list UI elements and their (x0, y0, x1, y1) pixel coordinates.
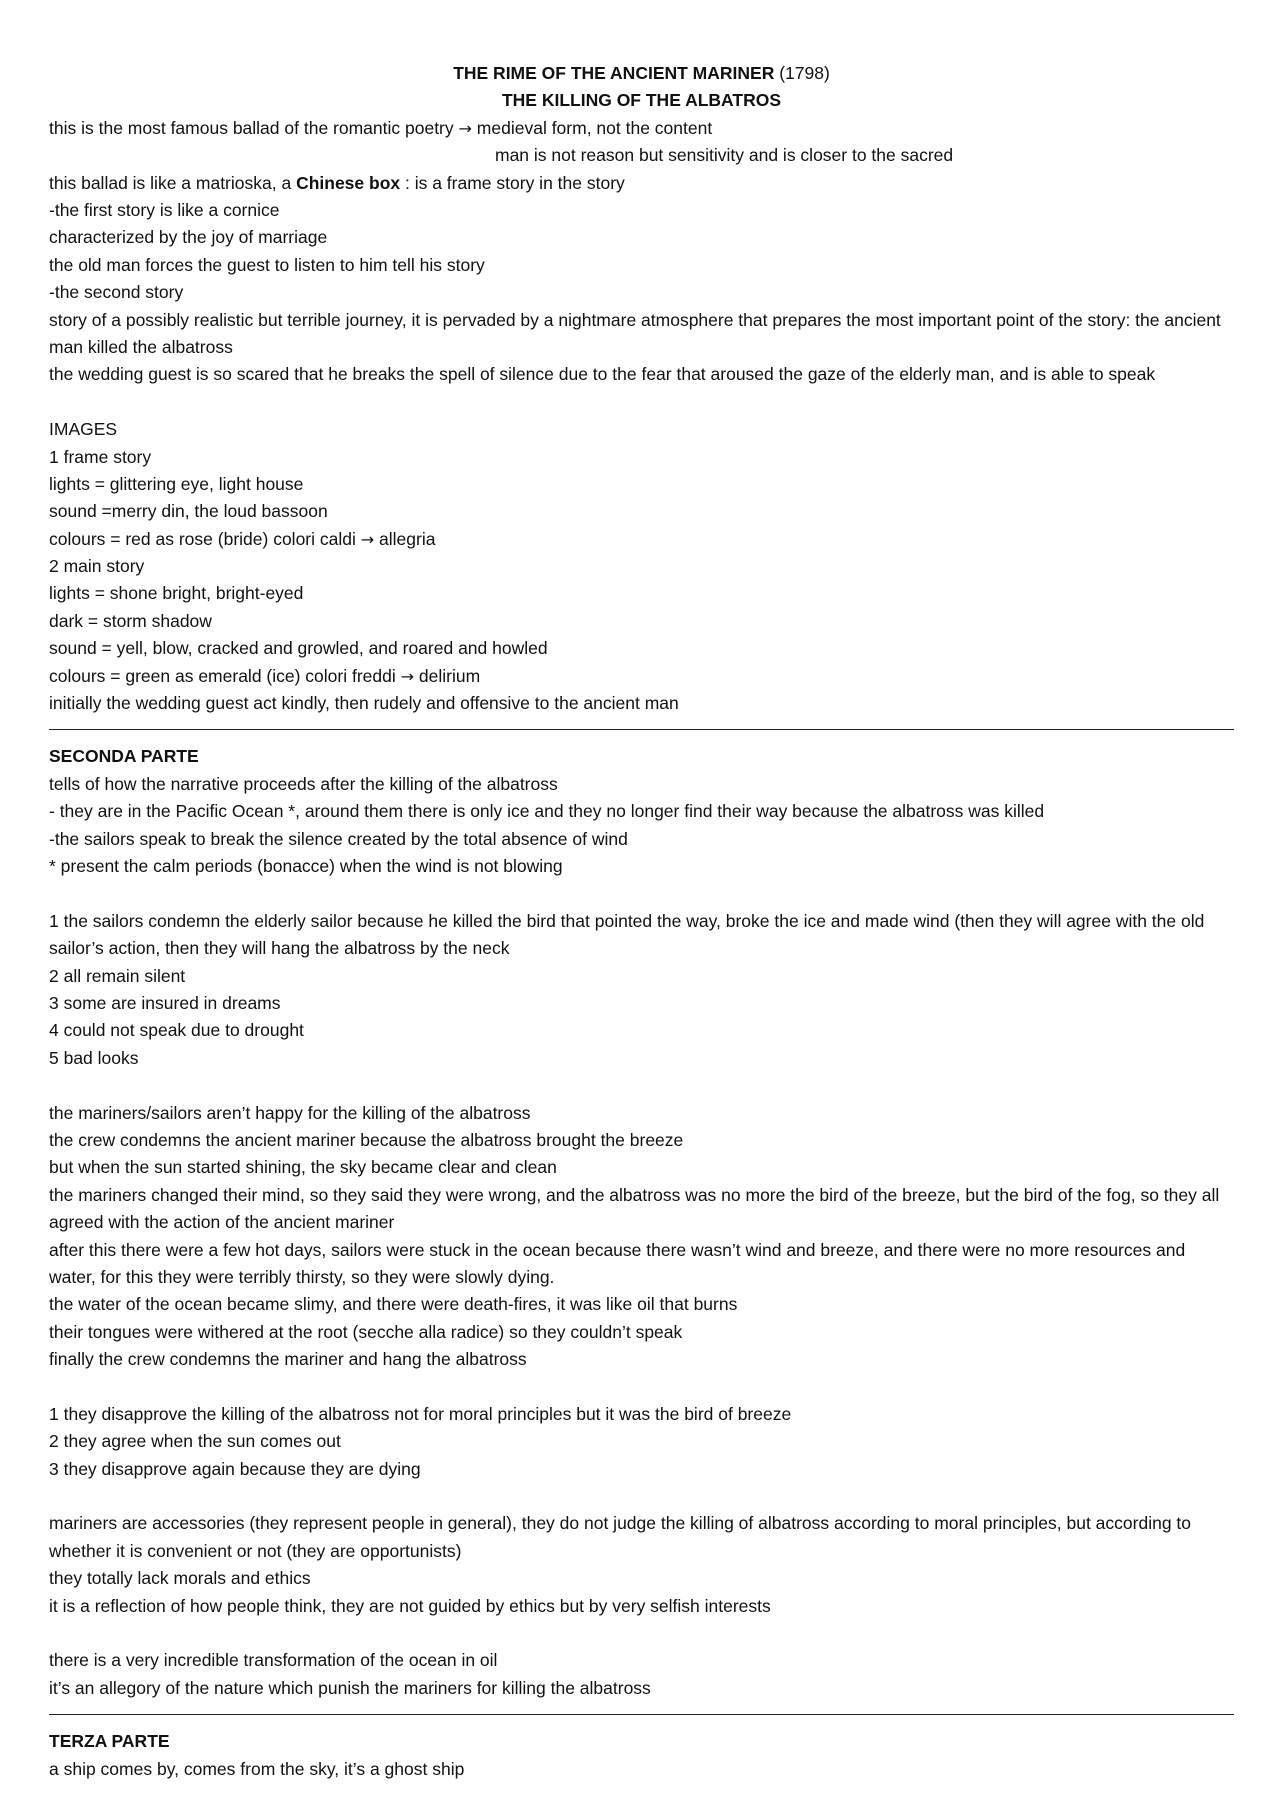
text-line: 4 could not speak due to drought (49, 1020, 304, 1041)
text-line: lights = glittering eye, light house (49, 473, 304, 494)
text-line: 1 the sailors condemn the elderly sailor because he killed the bird that pointed the way, broke the ice and made wind (then they will agree with the old sailor’s action, then they will hang the albatross by the neck (49, 910, 1205, 959)
text-line: the old man forces the guest to listen to him tell his story (49, 254, 485, 275)
document-title (49, 60, 1234, 87)
text-span: : is a frame story in the story (400, 172, 625, 193)
text-line: tells of how the narrative proceeds after the killing of the albatross (49, 773, 558, 794)
text-line: 1 they disapprove the killing of the albatross not for moral principles but it was the bird of breeze (49, 1403, 792, 1424)
text-line: a ship comes by, comes from the sky, it’s a ghost ship (49, 1758, 465, 1779)
text-line: characterized by the joy of marriage (49, 227, 328, 248)
text-span: this ballad is like a matrioska, a (49, 172, 297, 193)
text-line: the mariners/sailors aren’t happy for the killing of the albatross (49, 1102, 531, 1123)
text-line: - they are in the Pacific Ocean *, around them there is only ice and they no longer find their way because the albatross was killed (49, 801, 1045, 822)
right-arrow-icon: → (458, 118, 472, 138)
title-text: THE RIME OF THE ANCIENT MARINER (453, 63, 775, 83)
text-line: the mariners changed their mind, so they said they were wrong, and the albatross was no more the bird of the breeze, but the bird of the fog, so they all agreed with the action of the ancient mariner (49, 1184, 1220, 1233)
text-line: lights = shone bright, bright-eyed (49, 583, 304, 604)
text-line: there is a very incredible transformation of the ocean in oil (49, 1650, 498, 1671)
text-line: -the first story is like a cornice (49, 199, 280, 220)
text-line: man is not reason but sensitivity and is closer to the sacred (495, 145, 954, 166)
section-heading-images: IMAGES (49, 419, 118, 440)
text-line: 3 they disapprove again because they are dying (49, 1458, 421, 1479)
right-arrow-icon: → (400, 666, 415, 686)
text-line: 2 they agree when the sun comes out (49, 1431, 341, 1452)
text-line (49, 526, 1234, 553)
horizontal-divider (49, 729, 1234, 730)
text-line: but when the sun started shining, the sky became clear and clean (49, 1157, 557, 1178)
text-line: * present the calm periods (bonacce) when the wind is not blowing (49, 855, 563, 876)
spacer (49, 1373, 1234, 1400)
text-line: initially the wedding guest act kindly, then rudely and offensive to the ancient man (49, 693, 679, 714)
text-line: 2 main story (49, 556, 145, 577)
text-line: -the second story (49, 282, 184, 303)
spacer (49, 880, 1234, 907)
text-line (49, 115, 1234, 142)
title-year: (1798) (779, 63, 830, 83)
text-span: medieval form, not the content (476, 117, 713, 138)
document-page (49, 60, 1234, 1783)
text-line: 5 bad looks (49, 1047, 139, 1068)
text-line: finally the crew condemns the mariner and hang the albatross (49, 1349, 527, 1370)
text-line: story of a possibly realistic but terrible journey, it is pervaded by a nightmare atmosphere that prepares the most important point of the story: the ancient man killed the albatross (49, 309, 1221, 357)
text-line: the wedding guest is so scared that he breaks the spell of silence due to the fear that aroused the gaze of the elderly man, and is able to speak (49, 364, 1156, 385)
spacer (49, 1483, 1234, 1510)
text-line (49, 170, 1234, 197)
text-line: their tongues were withered at the root (secche alla radice) so they couldn’t speak (49, 1321, 683, 1342)
text-line: it is a reflection of how people think, they are not guided by ethics but by very selfish interests (49, 1595, 771, 1616)
horizontal-divider (49, 1714, 1234, 1715)
text-line: the water of the ocean became slimy, and there were death-fires, it was like oil that burns (49, 1294, 738, 1315)
text-line: 1 frame story (49, 446, 152, 467)
text-line: it’s an allegory of the nature which punish the mariners for killing the albatross (49, 1677, 651, 1698)
section-heading-terza: TERZA PARTE (49, 1731, 170, 1752)
text-line: mariners are accessories (they represent people in general), they do not judge the killing of albatross according to moral principles, but according to whether it is convenient or not (they are opportunists) (49, 1513, 1192, 1561)
text-line: they totally lack morals and ethics (49, 1568, 311, 1589)
text-line: the crew condemns the ancient mariner because the albatross brought the breeze (49, 1129, 684, 1150)
spacer (49, 389, 1234, 416)
text-span: delirium (418, 665, 481, 686)
text-span: colours = green as emerald (ice) colori freddi (49, 665, 396, 686)
right-arrow-icon: → (360, 529, 375, 549)
text-span: allegria (379, 528, 436, 549)
spacer (49, 1072, 1234, 1099)
text-span: colours = red as rose (bride) colori caldi (49, 528, 356, 549)
bold-text: Chinese box (296, 172, 401, 193)
text-line: 3 some are insured in dreams (49, 992, 281, 1013)
spacer (49, 1620, 1234, 1647)
text-line: sound =merry din, the loud bassoon (49, 501, 328, 522)
text-line: after this there were a few hot days, sailors were stuck in the ocean because there wasn’t wind and breeze, and there were no more resources and water, for this they were terribly thirsty, so they were slowly dying. (49, 1239, 1186, 1287)
text-line: -the sailors speak to break the silence created by the total absence of wind (49, 828, 628, 849)
text-line (49, 663, 1234, 690)
text-line: dark = storm shadow (49, 610, 212, 631)
text-line: 2 all remain silent (49, 965, 186, 986)
text-span: this is the most famous ballad of the romantic poetry (49, 117, 454, 138)
document-subtitle: THE KILLING OF THE ALBATROS (501, 90, 781, 111)
text-line: sound = yell, blow, cracked and growled, and roared and howled (49, 638, 548, 659)
section-heading-seconda: SECONDA PARTE (49, 746, 199, 767)
